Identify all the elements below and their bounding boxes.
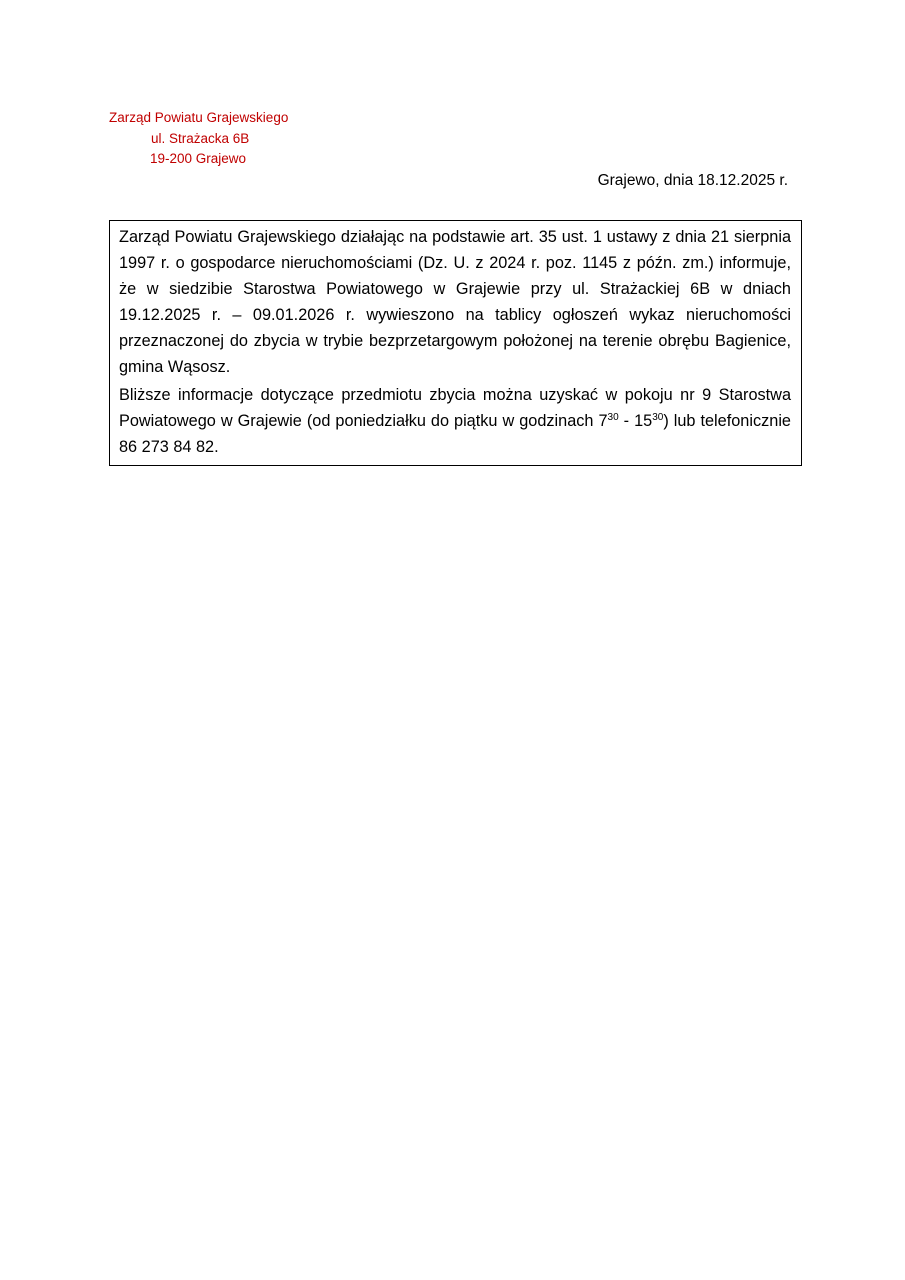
notice-box <box>109 220 802 466</box>
office-hours-start-minutes: 30 <box>607 412 619 423</box>
sender-street: ul. Strażacka 6B <box>151 130 250 146</box>
notice-contact-phone: ) lub telefonicznie 86 273 84 82. <box>119 412 791 456</box>
sender-address <box>109 108 299 170</box>
notice-paragraph-1: Zarząd Powiatu Grajewskiego działając na podstawie art. 35 ust. 1 ustawy z dnia 21 sierpnia 1997 r. o gospodarce nieruchomościami (Dz. U. z 2024 r. poz. 1145 z późn. zm.) informuje, że w siedzibie Starostwa Powiatowego w Grajewie przy ul. Strażackiej 6B w dniach 19.12.2025 r. – 09.01.2026 r. wywieszono na tablicy ogłoszeń wykaz nieruchomości przeznaczonej do zbycia w trybie bezprzetargowym położonej na terenie obrębu Bagienice, gmina Wąsosz. <box>119 228 791 376</box>
sender-postal-city: 19-200 Grajewo <box>150 151 247 166</box>
sender-name: Zarząd Powiatu Grajewskiego <box>109 110 289 125</box>
office-hours-start: 7 <box>598 412 608 430</box>
office-hours-end-minutes: 30 <box>652 412 664 423</box>
document-date: Grajewo, dnia 18.12.2025 r. <box>597 172 788 189</box>
office-hours-end: 15 <box>634 412 653 430</box>
notice-paragraph-2 <box>119 382 791 460</box>
notice-paragraph-2-text: Bliższe informacje dotyczące przedmiotu zbycia można uzyskać w pokoju nr 9 Starostwa Powiatowego w Grajewie (od poniedziałku do piątku w godzinach <box>119 386 791 430</box>
office-hours-separator: - <box>618 412 635 430</box>
